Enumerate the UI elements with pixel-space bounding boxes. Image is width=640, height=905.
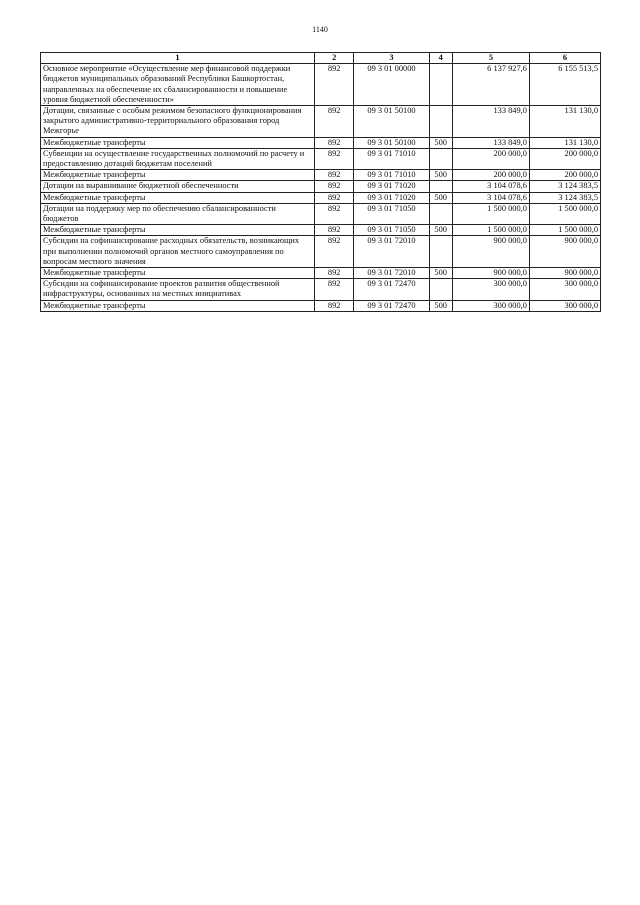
- row-name-cell: Дотации, связанные с особым режимом безопасного функционирования закрытого административно-территориального образования город Межгорье: [41, 106, 315, 138]
- row-name-cell: Дотации на поддержку мер по обеспечению сбалансированности бюджетов: [41, 203, 315, 224]
- amount-year2-cell: 300 000,0: [529, 279, 600, 300]
- target-article-cell: 09 3 01 71050: [354, 225, 429, 236]
- admin-code-cell: 892: [314, 137, 354, 148]
- amount-year2-cell: 6 155 513,5: [529, 64, 600, 106]
- expense-type-cell: [429, 203, 452, 224]
- amount-year1-cell: 900 000,0: [452, 236, 529, 268]
- admin-code-cell: 892: [314, 236, 354, 268]
- admin-code-cell: 892: [314, 203, 354, 224]
- table-row: [41, 64, 601, 106]
- table-body: [41, 64, 601, 312]
- expense-type-cell: [429, 279, 452, 300]
- target-article-cell: 09 3 01 50100: [354, 137, 429, 148]
- amount-year1-cell: 3 104 078,6: [452, 192, 529, 203]
- target-article-cell: 09 3 01 72010: [354, 236, 429, 268]
- amount-year2-cell: 3 124 383,5: [529, 192, 600, 203]
- admin-code-cell: 892: [314, 192, 354, 203]
- target-article-cell: 09 3 01 71020: [354, 181, 429, 192]
- row-name-cell: Межбюджетные трансферты: [41, 268, 315, 279]
- admin-code-cell: 892: [314, 181, 354, 192]
- admin-code-cell: 892: [314, 148, 354, 169]
- column-header-5: 5: [452, 53, 529, 64]
- amount-year2-cell: 131 130,0: [529, 106, 600, 138]
- amount-year1-cell: 900 000,0: [452, 268, 529, 279]
- table-row: [41, 170, 601, 181]
- row-name-cell: Межбюджетные трансферты: [41, 192, 315, 203]
- target-article-cell: 09 3 01 72010: [354, 268, 429, 279]
- row-name-cell: Субсидии на софинансирование проектов развития общественной инфраструктуры, основанных на местных инициативах: [41, 279, 315, 300]
- amount-year2-cell: 900 000,0: [529, 236, 600, 268]
- expense-type-cell: [429, 236, 452, 268]
- expense-type-cell: [429, 148, 452, 169]
- target-article-cell: 09 3 01 71010: [354, 170, 429, 181]
- row-name-cell: Межбюджетные трансферты: [41, 137, 315, 148]
- expense-type-cell: 500: [429, 137, 452, 148]
- admin-code-cell: 892: [314, 106, 354, 138]
- expense-type-cell: 500: [429, 192, 452, 203]
- table-row: [41, 203, 601, 224]
- amount-year1-cell: 200 000,0: [452, 148, 529, 169]
- amount-year1-cell: 1 500 000,0: [452, 203, 529, 224]
- column-header-2: 2: [314, 53, 354, 64]
- expense-type-cell: [429, 106, 452, 138]
- table-row: [41, 192, 601, 203]
- amount-year2-cell: 1 500 000,0: [529, 225, 600, 236]
- row-name-cell: Основное мероприятие «Осуществление мер финансовой поддержки бюджетов муниципальных образований Республики Башкортостан, направленных на обеспечение их сбалансированности и повышение уровня бюджетной обеспеченности»: [41, 64, 315, 106]
- expense-type-cell: 500: [429, 300, 452, 311]
- column-header-6: 6: [529, 53, 600, 64]
- amount-year2-cell: 3 124 383,5: [529, 181, 600, 192]
- amount-year2-cell: 300 000,0: [529, 300, 600, 311]
- header-row: [41, 53, 601, 64]
- row-name-cell: Дотации на выравнивание бюджетной обеспеченности: [41, 181, 315, 192]
- column-header-4: 4: [429, 53, 452, 64]
- amount-year2-cell: 200 000,0: [529, 170, 600, 181]
- amount-year2-cell: 1 500 000,0: [529, 203, 600, 224]
- table-row: [41, 279, 601, 300]
- target-article-cell: 09 3 01 00000: [354, 64, 429, 106]
- table-row: [41, 106, 601, 138]
- admin-code-cell: 892: [314, 64, 354, 106]
- admin-code-cell: 892: [314, 268, 354, 279]
- amount-year1-cell: 133 849,0: [452, 137, 529, 148]
- expense-type-cell: 500: [429, 170, 452, 181]
- amount-year1-cell: 200 000,0: [452, 170, 529, 181]
- amount-year1-cell: 3 104 078,6: [452, 181, 529, 192]
- target-article-cell: 09 3 01 71050: [354, 203, 429, 224]
- target-article-cell: 09 3 01 50100: [354, 106, 429, 138]
- admin-code-cell: 892: [314, 170, 354, 181]
- row-name-cell: Межбюджетные трансферты: [41, 225, 315, 236]
- page-number: 1140: [312, 25, 328, 34]
- table-header: [41, 53, 601, 64]
- expense-type-cell: 500: [429, 268, 452, 279]
- table-row: [41, 148, 601, 169]
- admin-code-cell: 892: [314, 300, 354, 311]
- target-article-cell: 09 3 01 72470: [354, 279, 429, 300]
- amount-year1-cell: 300 000,0: [452, 279, 529, 300]
- amount-year2-cell: 900 000,0: [529, 268, 600, 279]
- amount-year1-cell: 6 137 927,6: [452, 64, 529, 106]
- row-name-cell: Межбюджетные трансферты: [41, 300, 315, 311]
- table-row: [41, 236, 601, 268]
- amount-year2-cell: 200 000,0: [529, 148, 600, 169]
- table-row: [41, 268, 601, 279]
- amount-year1-cell: 1 500 000,0: [452, 225, 529, 236]
- column-header-1: 1: [41, 53, 315, 64]
- column-header-3: 3: [354, 53, 429, 64]
- row-name-cell: Межбюджетные трансферты: [41, 170, 315, 181]
- amount-year2-cell: 131 130,0: [529, 137, 600, 148]
- expense-type-cell: 500: [429, 225, 452, 236]
- table-row: [41, 300, 601, 311]
- amount-year1-cell: 133 849,0: [452, 106, 529, 138]
- table-row: [41, 137, 601, 148]
- budget-table: [40, 52, 601, 312]
- row-name-cell: Субсидии на софинансирование расходных обязательств, возникающих при выполнении полномочий органов местного самоуправления по вопросам местного значения: [41, 236, 315, 268]
- expense-type-cell: [429, 64, 452, 106]
- amount-year1-cell: 300 000,0: [452, 300, 529, 311]
- admin-code-cell: 892: [314, 225, 354, 236]
- target-article-cell: 09 3 01 72470: [354, 300, 429, 311]
- table-row: [41, 181, 601, 192]
- target-article-cell: 09 3 01 71020: [354, 192, 429, 203]
- expense-type-cell: [429, 181, 452, 192]
- table-row: [41, 225, 601, 236]
- row-name-cell: Субвенции на осуществление государственных полномочий по расчету и предоставлению дотаций бюджетам поселений: [41, 148, 315, 169]
- admin-code-cell: 892: [314, 279, 354, 300]
- target-article-cell: 09 3 01 71010: [354, 148, 429, 169]
